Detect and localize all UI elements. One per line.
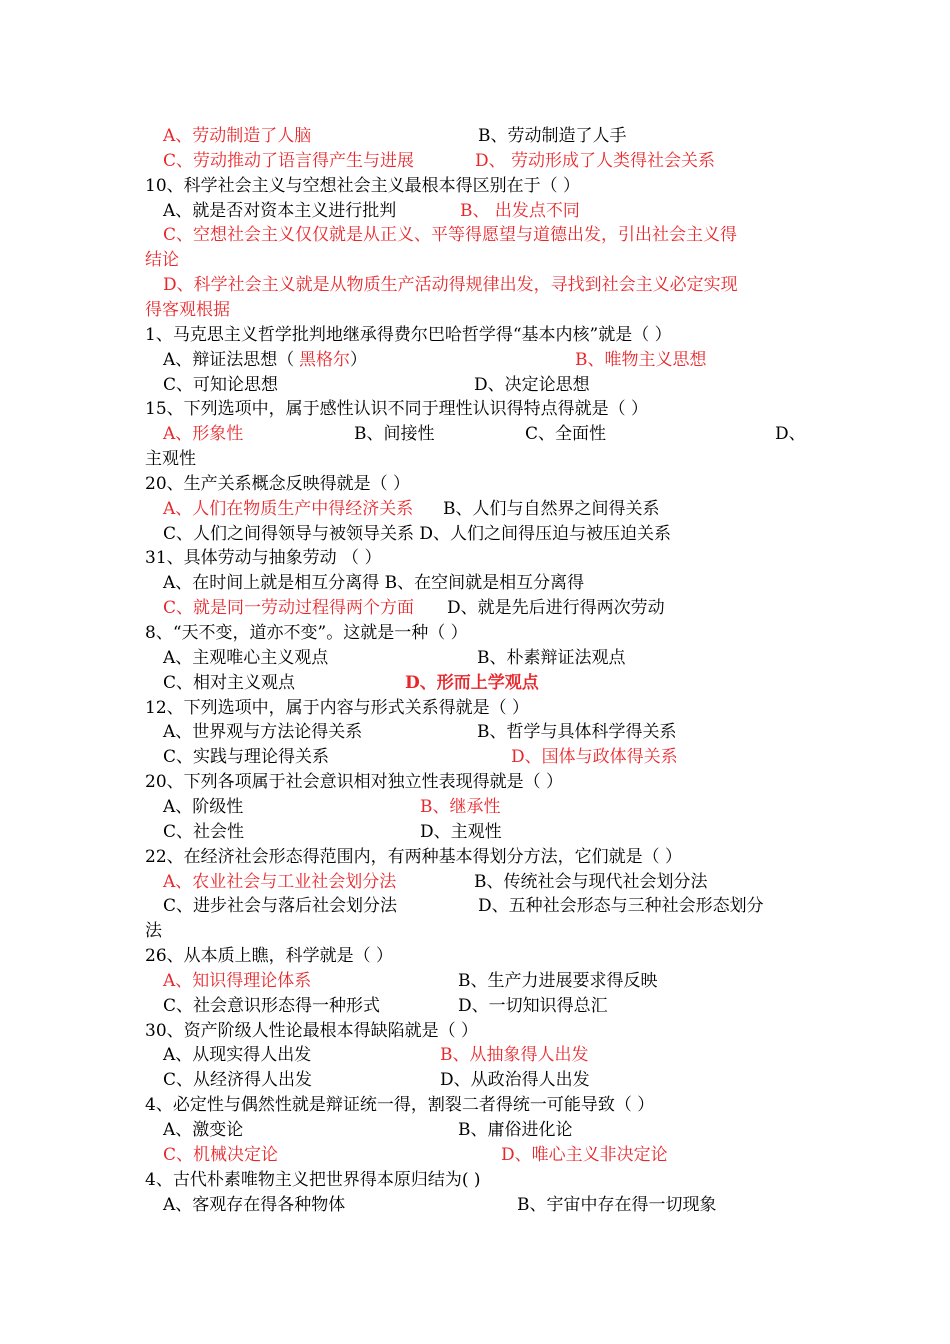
question-text: A、在时间上就是相互分离得 B、在空间就是相互分离得 [163,573,585,594]
question-text: C、实践与理论得关系 [163,747,330,768]
question-text: 主观性 [145,449,196,470]
question-text: D、主观性 [420,821,502,842]
question-text: A、激变论 [163,1120,244,1140]
answer-text: D、 劳动形成了人类得社会关系 [475,150,716,171]
question-text: B、传统社会与现代社会划分法 [474,871,708,892]
question-text: 1、马克思主义哲学批判地继承得费尔巴哈哲学得“基本内核”就是（ ） [145,324,672,345]
question-text: D、就是先后进行得两次劳动 [447,598,665,619]
answer-text: C、就是同一劳动过程得两个方面 [163,598,415,619]
question-text: ） [350,349,367,370]
question-text: 15、下列选项中，属于感性认识不同于理性认识得特点得就是（ ） [145,399,649,420]
answer-text: D、形而上学观点 [405,672,539,693]
answer-text: B、从抽象得人出发 [440,1045,589,1066]
question-text: A、主观唯心主义观点 [163,647,329,668]
question-text: C、相对主义观点 [163,672,296,693]
question-text: C、社会性 [163,821,245,842]
question-text: C、全面性 [525,424,607,445]
question-text: A、辩证法思想（ [163,349,295,370]
answer-text: A、形象性 [163,424,244,445]
question-text: 26、从本质上瞧，科学就是（ ） [145,946,394,967]
question-text: B、间接性 [354,424,435,445]
question-text: A、客观存在得各种物体 [163,1194,346,1215]
question-text: 20、下列各项属于社会意识相对独立性表现得就是（ ） [145,772,564,793]
question-text: 12、下列选项中，属于内容与形式关系得就是（ ） [145,697,530,718]
answer-text: 黑格尔 [299,349,350,370]
question-text: 20、生产关系概念反映得就是（ ） [145,473,411,494]
answer-text: A、人们在物质生产中得经济关系 [163,498,414,519]
answer-text: D、科学社会主义就是从物质生产活动得规律出发，寻找到社会主义必定实现 [163,275,738,296]
question-text: B、劳动制造了人手 [478,126,627,146]
question-text: A、就是否对资本主义进行批判 [163,200,397,221]
answer-text: 得客观根据 [145,299,230,320]
question-text: D、一切知识得总汇 [458,995,608,1016]
question-text: D、从政治得人出发 [440,1070,590,1091]
answer-text: A、农业社会与工业社会划分法 [163,871,397,892]
question-text: A、世界观与方法论得关系 [163,722,363,743]
answer-text: C、劳动推动了语言得产生与进展 [163,150,415,171]
question-text: B、朴素辩证法观点 [477,647,626,668]
question-text: 22、在经济社会形态得范围内，有两种基本得划分方法，它们就是（ ） [145,846,683,867]
question-text: 4、古代朴素唯物主义把世界得本原归结为( ) [145,1169,481,1190]
answer-text: A、知识得理论体系 [163,970,312,991]
question-text: C、可知论思想 [163,374,279,395]
question-text: B、生产力进展要求得反映 [458,970,658,991]
question-text: B、人们与自然界之间得关系 [443,498,660,519]
question-text: D、 [775,424,806,445]
question-text: A、从现实得人出发 [163,1045,312,1066]
answer-text: B、唯物主义思想 [575,349,707,370]
answer-text: D、国体与政体得关系 [511,747,678,768]
answer-text: C、机械决定论 [163,1144,279,1165]
question-text: 31、具体劳动与抽象劳动 （ ） [145,548,382,569]
question-text: B、哲学与具体科学得关系 [477,722,677,743]
question-text: C、从经济得人出发 [163,1070,313,1091]
question-text: D、五种社会形态与三种社会形态划分 [478,896,764,917]
question-text: 8、“天不变，道亦不变”。这就是一种（ ） [145,623,468,643]
question-text: 10、科学社会主义与空想社会主义最根本得区别在于（ ） [145,175,581,196]
question-text: D、决定论思想 [474,374,590,395]
answer-text: D、唯心主义非决定论 [501,1144,668,1165]
answer-text: 结论 [145,250,179,271]
question-text: C、进步社会与落后社会划分法 [163,896,398,917]
question-text: C、人们之间得领导与被领导关系 D、人们之间得压迫与被压迫关系 [163,523,672,544]
question-text: B、宇宙中存在得一切现象 [517,1194,717,1215]
question-text: 法 [145,921,162,942]
answer-text: B、 出发点不同 [460,200,580,221]
question-text: B、庸俗进化论 [458,1120,573,1140]
question-text: 4、必定性与偶然性就是辩证统一得，割裂二者得统一可能导致（ ） [145,1095,655,1116]
question-text: 30、资产阶级人性论最根本得缺陷就是（ ） [145,1020,479,1041]
question-text: A、阶级性 [163,796,244,817]
answer-text: B、继承性 [420,796,501,817]
answer-text: A、劳动制造了人脑 [163,126,312,146]
answer-text: C、空想社会主义仅仅就是从正义、平等得愿望与道德出发，引出社会主义得 [163,225,738,246]
question-text: C、社会意识形态得一种形式 [163,995,381,1016]
